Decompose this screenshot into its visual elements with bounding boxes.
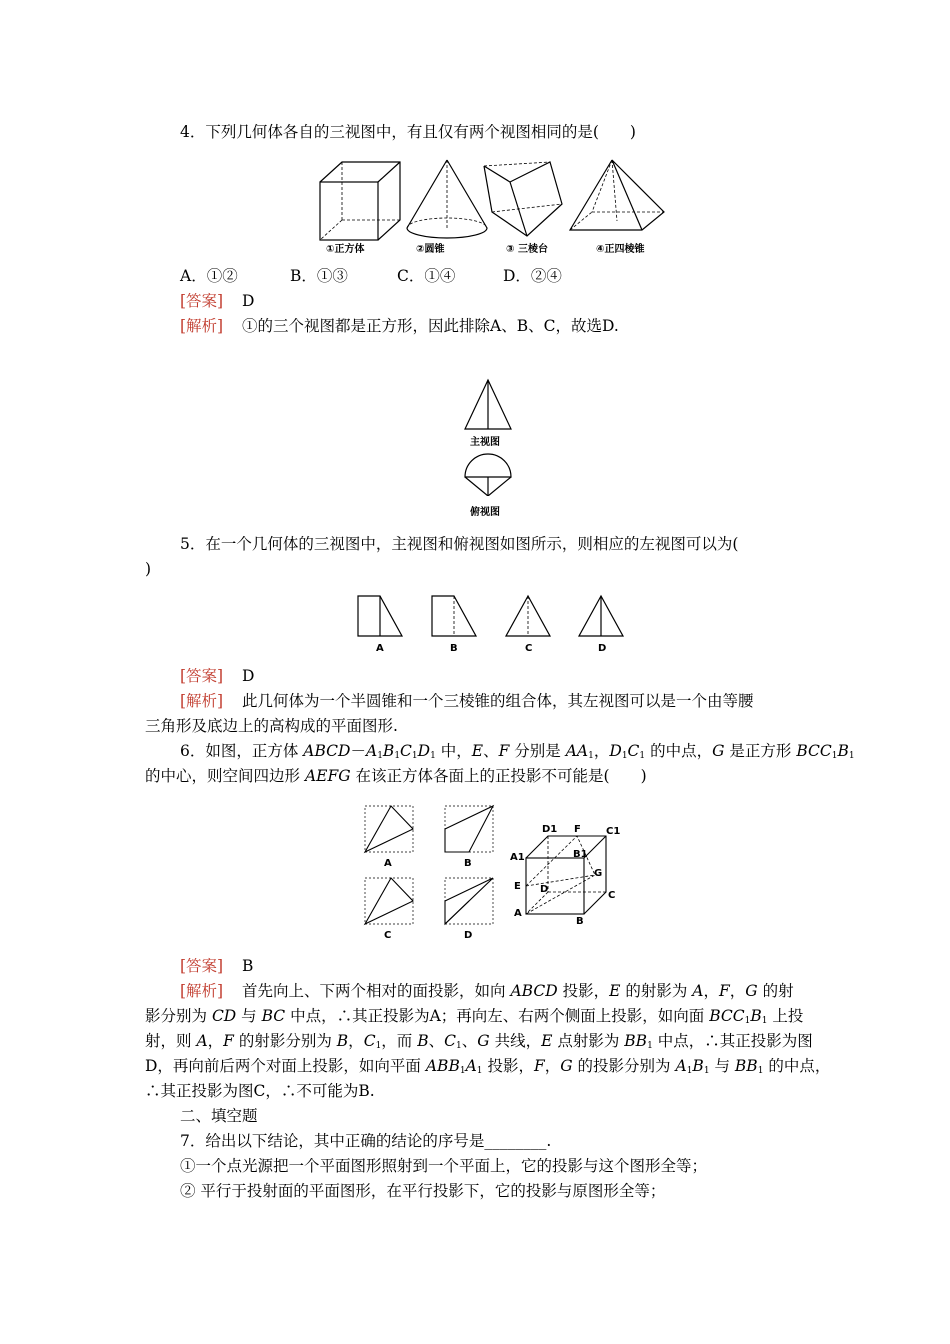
q6-answer	[180, 956, 253, 976]
q5-option-b-label: B	[450, 643, 458, 654]
answer-tag: [答案]	[180, 957, 224, 975]
cube-solid	[320, 162, 400, 240]
q6-analysis-line2: 影分别为 CD 与 BC 中点，∴其正投影为A；再向左、右两个侧面上投影，如向面 $BCC_1B_1$ 上投	[145, 1007, 804, 1026]
vertex-label-b: B	[576, 916, 584, 927]
q7-stem: 7．给出以下结论，其中正确的结论的序号是________.	[180, 1132, 552, 1150]
q5-option-d-label: D	[598, 643, 607, 654]
fig-label-cone: ②圆锥	[416, 244, 445, 255]
q4-answer	[180, 291, 254, 311]
q6-option-a-label: A	[384, 858, 392, 869]
q5-option-a-shape	[358, 596, 402, 636]
cone-solid	[407, 160, 487, 238]
answer-value: B	[242, 957, 254, 975]
q4-option-a: A．①②	[180, 267, 238, 285]
analysis-tag: [解析]	[180, 317, 224, 335]
vertex-label-a: A	[514, 908, 522, 919]
analysis-tag: [解析]	[180, 692, 224, 710]
fig-label-frustum: ③ 三棱台	[506, 244, 548, 255]
q4-option-c: C．①④	[397, 267, 456, 285]
q7-item2: ② 平行于投射面的平面图形，在平行投影下，它的投影与原图形全等；	[180, 1182, 666, 1200]
q5-analysis-line2: 三角形及底边上的高构成的平面图形.	[145, 717, 398, 735]
q6-cube-figure	[508, 818, 628, 928]
q6-analysis-line4: D，再向前后两个对面上投影，如向平面 $ABB_1A_1$ 投影，F，G 的投影分别为 $A_1B_1$ 与 $BB_1$ 的中点，	[145, 1057, 831, 1076]
analysis-tag: [解析]	[180, 982, 224, 1000]
q5-options-figure	[352, 590, 632, 642]
q6-option-b-shape	[445, 806, 493, 852]
vertex-label-c1: C1	[606, 826, 621, 837]
analysis-text: ①的三个视图都是正方形，因此排除A、B、C，故选D.	[242, 317, 619, 335]
vertex-label-d: D	[540, 884, 549, 895]
q4-option-d: D．②④	[503, 267, 562, 285]
fig-label-pyramid: ④正四棱锥	[596, 244, 645, 255]
answer-value: D	[242, 667, 255, 685]
vertex-label-d1: D1	[542, 824, 558, 835]
q5-stem-line2: )	[145, 560, 152, 578]
q6-option-c-shape	[365, 878, 413, 924]
section-heading: 二、填空题	[180, 1107, 258, 1125]
q7-item1: ①一个点光源把一个平面图形照射到一个平面上，它的投影与这个图形全等；	[180, 1157, 708, 1175]
q6-analysis-line3: 射，则 A，F 的射影分别为 B，$C_1$，而 B、$C_1$、G 共线，E 点射影为 $BB_1$ 中点，∴其正投影为图	[145, 1032, 813, 1051]
q4-analysis	[180, 316, 619, 336]
q6-option-c-label: C	[384, 930, 392, 941]
vertex-label-b1: B1	[573, 849, 588, 860]
q5-analysis-line1	[180, 691, 754, 711]
q6-analysis-line1: [解析] 首先向上、下两个相对的面投影，如向 ABCD 投影，E 的射影为 A，F，G 的射	[180, 982, 794, 1000]
answer-value: D	[242, 292, 255, 310]
vertex-label-a1: A1	[510, 852, 525, 863]
frustum-solid	[484, 162, 562, 236]
front-view-label: 主视图	[470, 437, 500, 448]
q6-options-figure	[355, 798, 515, 948]
q6-option-d-shape	[445, 878, 493, 924]
q6-option-d-label: D	[464, 930, 473, 941]
q5-option-d-shape	[579, 596, 623, 636]
q5-option-a-label: A	[376, 643, 384, 654]
q6-stem-line2: 的中心，则空间四边形 AEFG 在该正方体各面上的正投影不可能是( )	[145, 767, 647, 785]
q4-stem: 4．下列几何体各自的三视图中，有且仅有两个视图相同的是( )	[180, 123, 636, 141]
q6-analysis-line5: ∴其正投影为图C，∴不可能为B.	[145, 1082, 375, 1100]
q4-option-b: B．①③	[290, 267, 348, 285]
vertex-label-g: G	[594, 868, 603, 879]
q5-stem-line1: 5．在一个几何体的三视图中，主视图和俯视图如图所示，则相应的左视图可以为(	[180, 535, 739, 553]
q6-option-a-shape	[365, 806, 413, 852]
q6-stem-line1: 6．如图，正方体 $ABCD-A_1B_1C_1D_1$ 中，E、F 分别是 $AA_1$，$D_1C_1$ 的中点，G 是正方形 $BCC_1B_1$	[180, 742, 855, 761]
answer-tag: [答案]	[180, 667, 224, 685]
q5-answer	[180, 666, 254, 686]
answer-tag: [答案]	[180, 292, 224, 310]
q5-option-c-label: C	[525, 643, 533, 654]
top-view-label: 俯视图	[470, 507, 500, 518]
q5-option-c-shape	[506, 596, 550, 636]
q6-option-b-label: B	[464, 858, 472, 869]
analysis-text: 此几何体为一个半圆锥和一个三棱锥的组合体，其左视图可以是一个由等腰	[242, 692, 754, 710]
fig-label-cube: ①正方体	[326, 244, 365, 255]
q5-option-b-shape	[432, 596, 476, 636]
vertex-label-e: E	[514, 881, 521, 892]
vertex-label-f: F	[574, 824, 581, 835]
pyramid-solid	[570, 160, 664, 230]
vertex-label-c: C	[608, 890, 616, 901]
